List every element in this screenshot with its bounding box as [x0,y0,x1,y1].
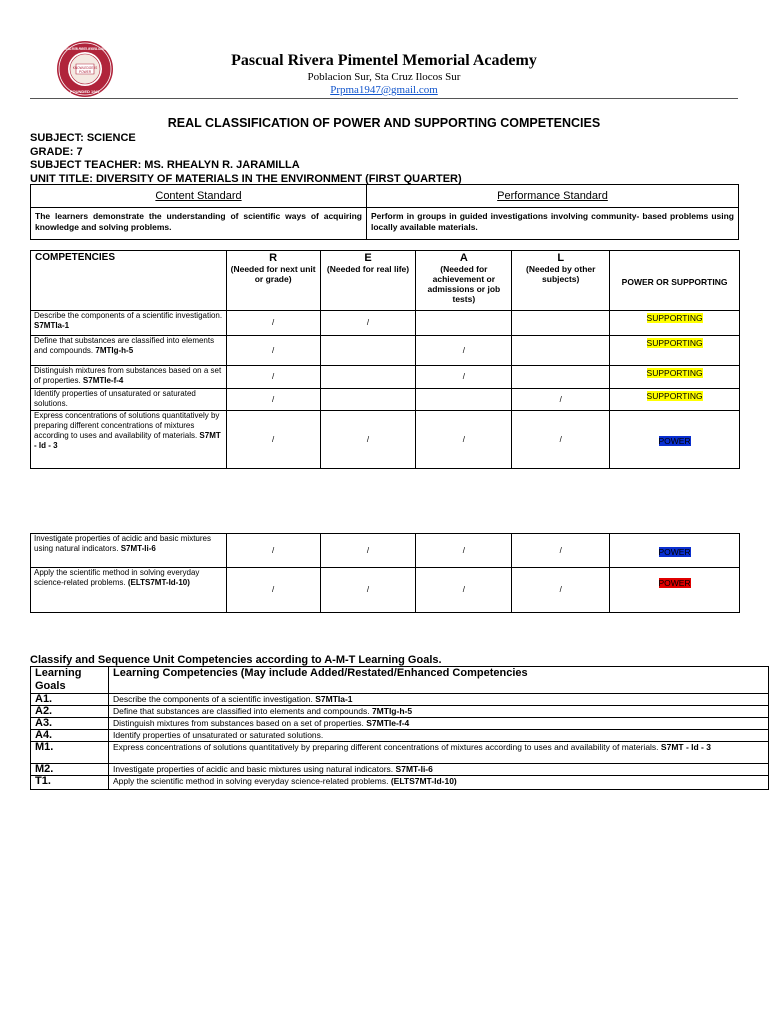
unit-title-line: UNIT TITLE: DIVERSITY OF MATERIALS IN THE ENVIRONMENT (FIRST QUARTER) [30,172,462,185]
r-mark: / [226,311,320,336]
r-column-header: R (Needed for next unit or grade) [226,251,320,311]
school-name: Pascual Rivera Pimentel Memorial Academy [231,52,537,69]
learning-competency-text: Express concentrations of solutions quantitatively by preparing different concentrations of mixtures according to uses and availability of materials. [113,742,661,752]
classification-cell [610,366,740,389]
a-mark: / [416,336,512,366]
learning-competency-text: Distinguish mixtures from substances based on a set of properties. [113,718,367,728]
learning-goal-row [31,706,769,718]
school-email-link[interactable]: Prpma1947@gmail.com [330,84,438,96]
teacher-line: SUBJECT TEACHER: MS. RHEALYN R. JARAMILLA [30,159,300,171]
competency-code: (ELTS7MT-Id-10) [127,578,190,587]
e-mark [320,389,416,411]
l-mark [512,311,610,336]
r-mark: / [226,411,320,469]
classification-cell [610,336,740,366]
competency-row [31,411,740,469]
supporting-badge: SUPPORTING [646,368,703,378]
supporting-badge: SUPPORTING [646,338,703,348]
supporting-badge: SUPPORTING [646,391,703,401]
r-mark: / [226,366,320,389]
performance-standard-header: Performance Standard [367,185,739,208]
power-badge: POWER [658,546,691,557]
learning-goals-header: Learning Goals [31,667,109,694]
learning-competency-code: S7MTIa-1 [315,694,353,704]
learning-competency [109,764,769,776]
competency-row [31,534,740,568]
learning-competency-text: Apply the scientific method in solving everyday science-related problems. [113,776,391,786]
a-column-header: A (Needed for achievement or admissions or job tests) [416,251,512,311]
competency-table-continued [30,533,740,613]
learning-goal-row [31,718,769,730]
competency-text: Describe the components of a scientific investigation. [34,311,223,320]
competency-description [31,311,227,336]
r-mark: / [226,568,320,613]
svg-text:KNOWLEDGE IS: KNOWLEDGE IS [72,66,98,70]
competency-row [31,568,740,613]
learning-goal-row [31,694,769,706]
r-mark: / [226,534,320,568]
a-mark: / [416,366,512,389]
performance-standard-text: Perform in groups in guided investigations involving community- based problems using locally available materials. [367,208,739,240]
learning-competency-text: Define that substances are classified into elements and compounds. [113,706,372,716]
e-mark: / [320,411,416,469]
competency-text: Distinguish mixtures from substances based on a set of properties. [34,366,222,385]
learning-goal-id: A2. [31,706,109,718]
competency-text: Apply the scientific method in solving everyday science-related problems. [34,568,200,587]
svg-text:POWER: POWER [78,70,92,74]
competency-text: Identify properties of unsaturated or saturated solutions. [34,389,196,408]
classification-cell [610,534,740,568]
learning-goal-row [31,764,769,776]
classification-header: POWER OR SUPPORTING [610,251,740,311]
r-mark: / [226,389,320,411]
a-mark [416,389,512,411]
supporting-badge: SUPPORTING [646,313,703,323]
svg-text:FOUNDED 1947: FOUNDED 1947 [70,89,100,94]
learning-competency-code: S7MT - Id - 3 [660,742,711,752]
l-mark [512,366,610,389]
classification-cell [610,311,740,336]
competency-code: S7MTIa-1 [34,321,70,330]
learning-goal-id: M2. [31,764,109,776]
competency-description [31,411,227,469]
competency-text: Investigate properties of acidic and basic mixtures using natural indicators. [34,534,211,553]
learning-competency [109,694,769,706]
power-badge: POWER [658,435,691,446]
learning-competency [109,742,769,764]
competency-row [31,366,740,389]
learning-goal-row [31,730,769,742]
e-mark: / [320,534,416,568]
e-column-header: E (Needed for real life) [320,251,416,311]
competency-description [31,389,227,411]
competency-code: S7MTIe-f-4 [82,376,124,385]
l-mark: / [512,568,610,613]
content-standard-header: Content Standard [31,185,367,208]
header-divider [30,98,738,99]
standards-table [30,184,739,240]
learning-competencies-header: Learning Competencies (May include Added/Restated/Enhanced Competencies [109,667,769,694]
competency-code: 7MTIg-h-5 [95,346,134,355]
competency-text: Express concentrations of solutions quantitatively by preparing different concentrations of mixtures according to uses and availability of materials. [34,411,220,440]
l-mark: / [512,411,610,469]
l-mark: / [512,389,610,411]
amt-learning-goals-table [30,666,769,790]
e-mark [320,366,416,389]
svg-text:PASCUAL RIVERA PIMENTEL MEMORI: PASCUAL RIVERA PIMENTEL MEMORIAL ACADEMY [63,47,108,51]
learning-competency [109,776,769,790]
learning-competency-text: Describe the components of a scientific investigation. [113,694,316,704]
e-mark: / [320,311,416,336]
learning-competency-code: (ELTS7MT-Id-10) [390,776,457,786]
competency-description [31,336,227,366]
learning-competency [109,718,769,730]
a-mark: / [416,568,512,613]
competency-description [31,568,227,613]
competency-row [31,336,740,366]
l-mark: / [512,534,610,568]
document-meta [30,132,462,186]
classification-cell [610,389,740,411]
school-header [0,40,768,100]
r-mark: / [226,336,320,366]
power-badge: POWER [658,578,691,588]
learning-competency [109,730,769,742]
subject-line: SUBJECT: SCIENCE [30,132,136,144]
a-mark: / [416,534,512,568]
l-column-header: L (Needed by other subjects) [512,251,610,311]
learning-goal-id: A4. [31,730,109,742]
learning-goal-id: M1. [31,742,109,764]
a-mark: / [416,411,512,469]
classification-cell [610,568,740,613]
learning-competency-code: 7MTIg-h-5 [371,706,413,716]
learning-competency-text: Identify properties of unsaturated or saturated solutions. [113,730,324,740]
amt-section-title: Classify and Sequence Unit Competencies according to A-M-T Learning Goals. [30,654,442,666]
competencies-header: COMPETENCIES [31,251,227,311]
competency-code: S7MT-Ii-6 [120,544,156,553]
learning-goal-id: A1. [31,694,109,706]
school-address: Poblacion Sur, Sta Cruz Ilocos Sur [307,71,461,83]
grade-line: GRADE: 7 [30,145,83,158]
competency-code: S7MT - Id - 3 [34,431,221,450]
l-mark [512,336,610,366]
a-mark [416,311,512,336]
competency-description [31,534,227,568]
classification-cell [610,411,740,469]
learning-goal-row [31,776,769,790]
e-mark [320,336,416,366]
competency-row [31,389,740,411]
learning-goal-id: A3. [31,718,109,730]
competency-table [30,250,740,469]
document-title: REAL CLASSIFICATION OF POWER AND SUPPORTING COMPETENCIES [167,116,601,130]
learning-goal-id: T1. [31,776,109,790]
learning-competency [109,706,769,718]
learning-competency-code: S7MT-Ii-6 [395,764,433,774]
content-standard-text: The learners demonstrate the understanding of scientific ways of acquiring knowledge and solving problems. [31,208,367,240]
e-mark: / [320,568,416,613]
competency-description [31,366,227,389]
competency-text: Define that substances are classified into elements and compounds. [34,336,215,355]
learning-competency-text: Investigate properties of acidic and basic mixtures using natural indicators. [113,764,396,774]
learning-competency-code: S7MTIe-f-4 [366,718,410,728]
competency-row [31,311,740,336]
learning-goal-row [31,742,769,764]
